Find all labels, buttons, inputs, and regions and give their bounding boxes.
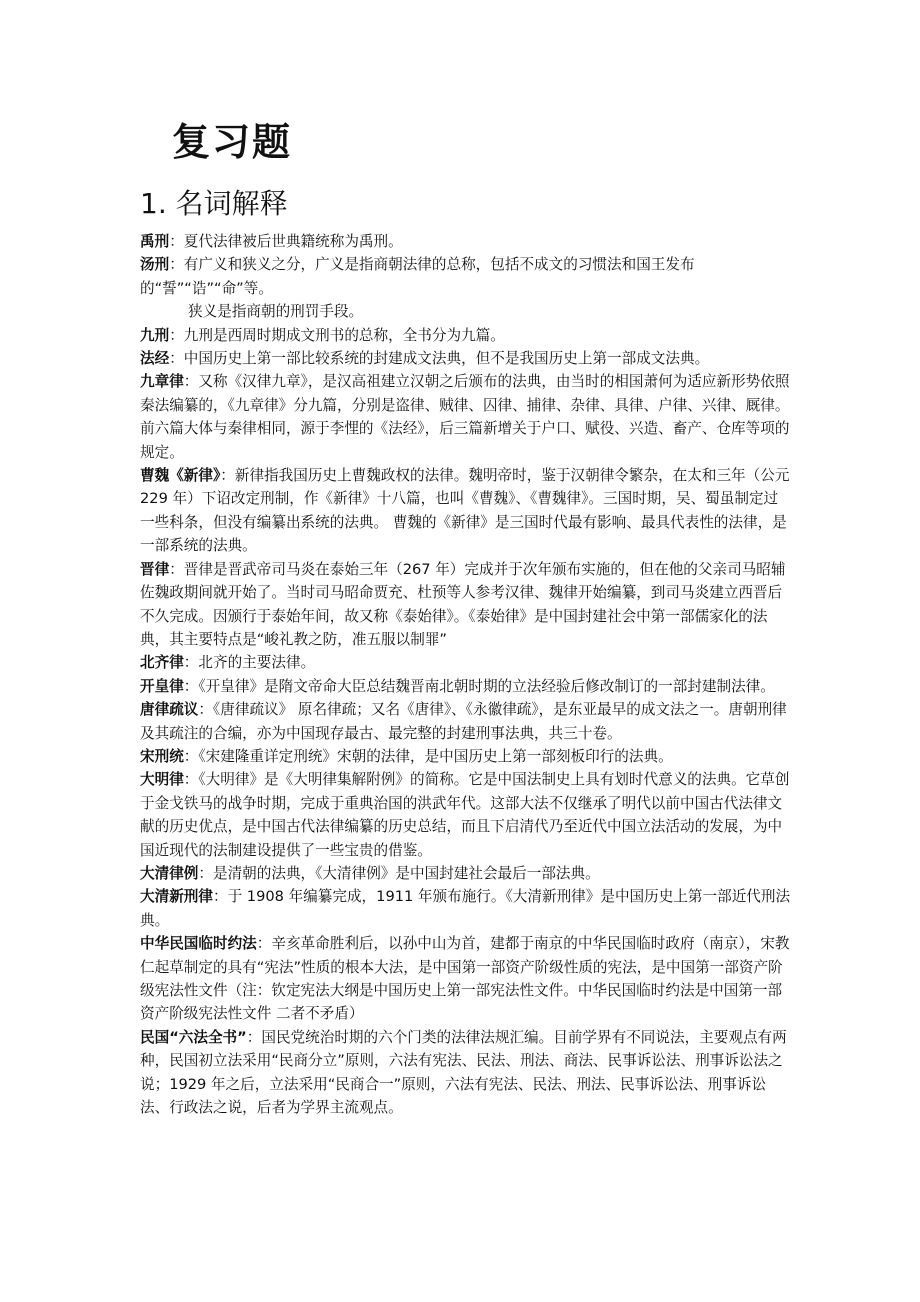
definition-entry [140,370,792,464]
definition-entry [140,862,792,885]
definition-entry [140,651,792,674]
entry-term: 民国“六法全书” [140,1028,247,1046]
entry-text: ：于 1908 年编纂完成，1911 年颁布施行。《大清新刑律》是中国历史上第一部近代刑法典。 [140,888,791,929]
entry-continuation: 狭义是指商朝的刑罚手段。 [188,303,364,321]
entry-text: ：《唐律疏议》 原名律疏；又名《唐律》、《永徽律疏》，是东亚最早的成文法之一。唐朝刑律及其疏注的合编，亦为中国现存最古、最完整的封建刑事法典，共三十卷。 [140,701,787,742]
definition-entry [140,324,792,347]
entry-term: 法经 [140,350,170,368]
entry-text: ：新律指我国历史上曹魏政权的法律。魏明帝时，鉴于汉朝律令繁杂，在太和三年（公元 229 年）下诏改定刑制，作《新律》十八篇，也叫《曹魏》、《曹魏律》。三国时期，吴、蜀虽制定过一些科条，但没有编纂出系统的法典。 曹魏的《新律》是三国时代最有影响、最具代表性的法律，是一部系统的法典。 [140,467,790,555]
definition-entry [140,768,792,862]
entry-term: 大清律例 [140,864,199,882]
definition-entry [140,698,792,745]
entry-term: 宋刑统 [140,747,184,765]
entry-text: ：有广义和狭义之分，广义是指商朝法律的总称，包括不成文的习惯法和国王发布的“誓”“诰”“命”等。 [140,256,695,297]
entry-text: ：辛亥革命胜利后，以孙中山为首，建都于南京的中华民国临时政府（南京），宋教仁起草制定的具有“宪法”性质的根本大法，是中国第一部资产阶级性质的宪法，是中国第一部资产阶级宪法性文件（注：钦定宪法大纲是中国历史上第一部宪法性文件。中华民国临时约法是中国第一部资产阶级宪法性文件 二者不矛盾） [140,935,790,1023]
definition-entry [140,1026,792,1120]
entry-text: ：《宋建隆重详定刑统》宋朝的法律，是中国历史上第一部刻板印行的法典。 [183,747,673,765]
entry-text: ：中国历史上第一部比较系统的封建成文法典，但不是我国历史上第一部成文法典。 [169,350,710,368]
definition-entry [140,675,792,698]
entry-term: 九章律 [140,373,184,391]
definition-entry [140,253,792,300]
entry-text: ：《开皇律》是隋文帝命大臣总结魏晋南北朝时期的立法经验后修改制订的一部封建制法律。 [183,677,775,695]
definition-entry [140,230,792,253]
entry-term: 大清新刑律 [140,888,213,906]
section-heading: 1. 名词解释 [140,187,288,220]
entry-term: 九刑 [140,326,170,344]
definition-entry [140,885,792,932]
entry-term: 中华民国临时约法 [140,935,257,953]
entry-text: ：《大明律》是《大明律集解附例》的简称。它是中国法制史上具有划时代意义的法典。它草创于金戈铁马的战争时期，完成于重典治国的洪武年代。这部大法不仅继承了明代以前中国古代法律文献的历史优点，是中国古代法律编纂的历史总结，而且下启清代乃至近代中国立法活动的发展，为中国近现代的法制建设提供了一些宝贵的借鉴。 [140,771,790,859]
definition-entry [140,464,792,558]
definition-list [140,230,792,1119]
entry-term: 北齐律 [140,654,184,672]
entry-term: 晋律 [140,560,170,578]
definition-entry [140,745,792,768]
entry-text: ：又称《汉律九章》，是汉高祖建立汉朝之后颁布的法典，由当时的相国萧何为适应新形势依照秦法编纂的，《九章律》分九篇，分别是盗律、贼律、囚律、捕律、杂律、具律、户律、兴律、厩律。前六篇大体与秦律相同，源于李悝的《法经》，后三篇新增关于户口、赋役、兴造、畜产、仓库等项的规定。 [140,373,790,461]
definition-entry [140,558,792,652]
entry-text: ：北齐的主要法律。 [183,654,316,672]
entry-text: ：国民党统治时期的六个门类的法律法规汇编。目前学界有不同说法，主要观点有两种，民国初立法采用“民商分立”原则，六法有宪法、民法、刑法、商法、民事诉讼法、刑事诉讼法之说；1929 年之后，立法采用“民商合一”原则，六法有宪法、民法、刑法、民事诉讼法、刑事诉讼法、行政法之说，后者为学界主流观点。 [140,1028,787,1117]
entry-term: 禹刑 [140,233,170,250]
entry-term: 唐律疏议 [140,701,199,719]
definition-entry [140,932,792,1026]
definition-entry [140,347,792,370]
entry-text: ：是清朝的法典，《大清律例》是中国封建社会最后一部法典。 [198,864,600,882]
entry-term: 大明律 [140,771,184,789]
entry-term: 曹魏《新律》 [140,467,221,485]
entry-text: ：九刑是西周时期成文刑书的总称，全书分为九篇。 [169,326,505,344]
entry-text: ：夏代法律被后世典籍统称为禹刑。 [169,233,403,250]
document-title: 复习题 [172,120,293,164]
entry-text: ：晋律是晋武帝司马炎在泰始三年（267 年）完成并于次年颁布实施的，但在他的父亲司马昭辅佐魏政期间就开始了。当时司马昭命贾充、杜预等人参考汉律、魏律开始编纂，到司马炎建立西晋后不久完成。因颁行于泰始年间，故又称《泰始律》。《泰始律》是中国封建社会中第一部儒家化的法典，其主要特点是“峻礼教之防，准五服以制罪” [140,560,786,648]
entry-term: 开皇律 [140,677,184,695]
entry-term: 汤刑 [140,256,170,274]
